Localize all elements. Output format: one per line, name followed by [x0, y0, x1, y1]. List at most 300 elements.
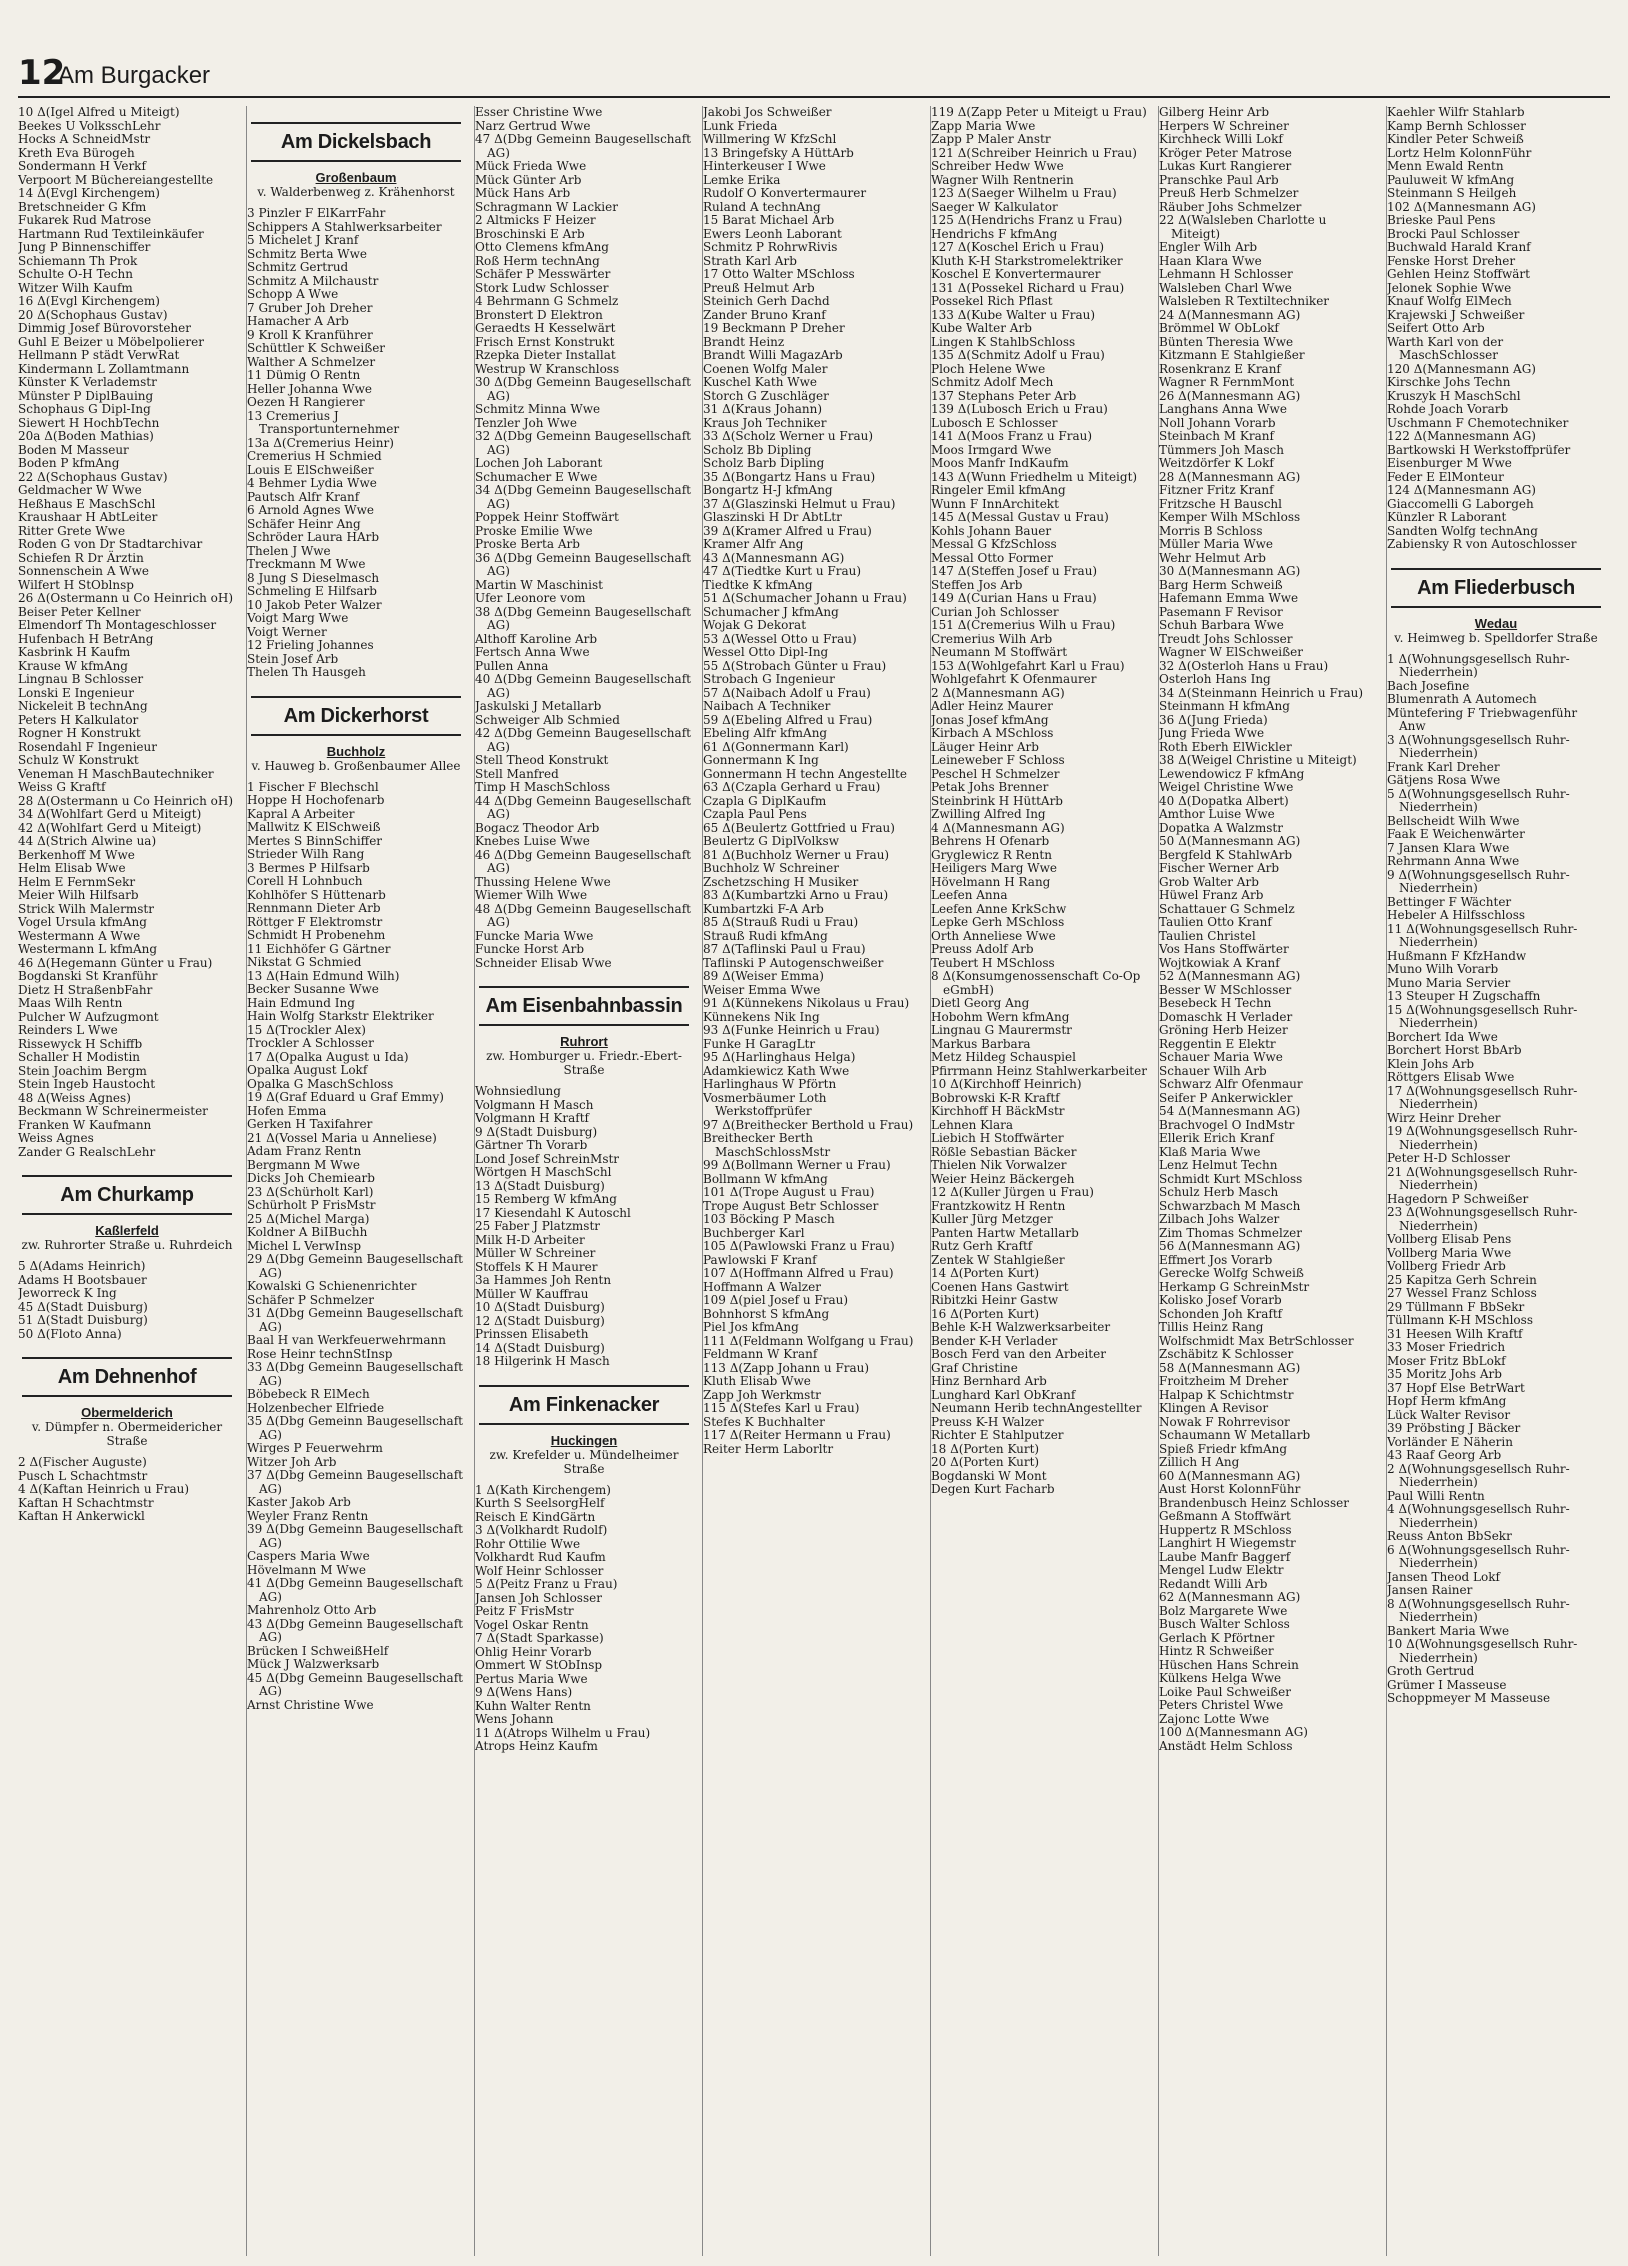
- resident-entry: Petak Johs Brenner: [931, 780, 1049, 794]
- resident-entry: Hinz Bernhard Arb: [931, 1374, 1047, 1388]
- resident-entry: Zwilling Alfred Ing: [931, 807, 1046, 821]
- resident-entry: Kluth K-H Starkstromelektriker: [931, 253, 1123, 268]
- resident-entry: Tüllmann K-H MSchloss: [1387, 1313, 1533, 1327]
- resident-entry: Strieder Wilh Rang: [247, 847, 365, 861]
- resident-entry: Possekel Rich Pflast: [931, 294, 1053, 308]
- resident-entry: Messal G KfzSchloss: [931, 537, 1057, 551]
- resident-entry: Bünten Theresia Wwe: [1159, 334, 1294, 349]
- resident-entry: 151 Δ(Cremerius Wilh u Frau): [931, 618, 1116, 632]
- resident-entry: Laube Manfr Baggerf: [1159, 1549, 1291, 1564]
- resident-entry: Gröning Herb Heizer: [1159, 1023, 1288, 1037]
- resident-entry: Muno Wilh Vorarb: [1387, 962, 1499, 976]
- street-name: Am Fliederbusch: [1417, 576, 1575, 599]
- resident-entry: Pullen Anna: [475, 658, 549, 673]
- resident-entry: Steinmann H kfmAng: [1159, 699, 1290, 713]
- resident-entry: 135 Δ(Schmitz Adolf u Frau): [931, 348, 1105, 362]
- resident-entry: Ebeling Alfr kfmAng: [703, 726, 828, 740]
- resident-entry: Schmitz Minna Wwe: [475, 402, 601, 416]
- resident-entry: Zschäbitz K Schlosser: [1159, 1347, 1294, 1361]
- resident-entry: 38 Δ(Dbg Gemeinn Baugesellschaft AG): [475, 604, 691, 632]
- resident-entry: Halpap K Schichtmstr: [1159, 1387, 1294, 1402]
- resident-entry: Schaller H Modistin: [18, 1050, 141, 1064]
- resident-entry: Schäfer P Messwärter: [475, 267, 611, 281]
- resident-entry: 58 Δ(Mannesmann AG): [1159, 1360, 1301, 1375]
- resident-entry: Läuger Heinr Arb: [931, 739, 1039, 754]
- resident-entry: 39 Δ(Kramer Alfred u Frau): [703, 523, 872, 538]
- resident-entry: Lochen Joh Laborant: [475, 456, 603, 470]
- resident-entry: 12 Δ(Stadt Duisburg): [475, 1313, 605, 1328]
- resident-entry: Wiemer Wilh Wwe: [475, 888, 588, 902]
- resident-entry: Peters Christel Wwe: [1159, 1698, 1284, 1712]
- resident-entry: Feldmann W Kranf: [703, 1347, 818, 1361]
- resident-entry: 127 Δ(Koschel Erich u Frau): [931, 240, 1105, 254]
- resident-entry: 45 Δ(Dbg Gemeinn Baugesellschaft AG): [247, 1670, 463, 1698]
- resident-entry: Lehmann H Schlosser: [1159, 267, 1293, 281]
- resident-entry: 101 Δ(Trope August u Frau): [703, 1185, 875, 1199]
- resident-entry: Westermann L kfmAng: [18, 942, 158, 956]
- resident-entry: 50 Δ(Mannesmann AG): [1159, 834, 1301, 848]
- resident-entry: 147 Δ(Steffen Josef u Frau): [931, 564, 1098, 578]
- resident-entry: Kapral A Arbeiter: [247, 806, 355, 821]
- resident-entry: Pranschke Paul Arb: [1159, 172, 1279, 187]
- resident-entry: 117 Δ(Reiter Hermann u Frau): [703, 1428, 891, 1442]
- resident-entry: Scholz Bb Dipling: [703, 442, 812, 457]
- resident-entry: Schröder Laura HArb: [247, 530, 380, 544]
- resident-entry: 100 Δ(Mannesmann AG): [1159, 1725, 1308, 1739]
- resident-entry: Hocks A SchneidMstr: [18, 132, 151, 146]
- resident-entry: Brücken I SchweißHelf: [247, 1643, 389, 1658]
- resident-entry: 9 Δ(Stadt Duisburg): [475, 1124, 598, 1139]
- resident-entry: Gätjens Rosa Wwe: [1387, 773, 1501, 787]
- resident-entry: Reinders L Wwe: [18, 1023, 118, 1037]
- resident-entry: 29 Tüllmann F BbSekr: [1387, 1299, 1525, 1314]
- resident-entry: 10 Δ(Kirchhoff Heinrich): [931, 1077, 1082, 1091]
- resident-entry: Weiss G Kraftf: [18, 780, 106, 794]
- resident-entry: Menn Ewald Rentn: [1387, 159, 1504, 173]
- resident-entry: Preuß Herb Schmelzer: [1159, 186, 1299, 200]
- resident-entry: Hagedorn P Schweißer: [1387, 1191, 1529, 1206]
- resident-entry: Lunk Frieda: [703, 118, 778, 133]
- resident-entry: 13 Δ(Stadt Duisburg): [475, 1178, 605, 1193]
- resident-entry: Schulz W Konstrukt: [18, 753, 139, 767]
- resident-entry: 35 Δ(Bongartz Hans u Frau): [703, 469, 876, 484]
- resident-entry: Bobrowski K-R Kraftf: [931, 1090, 1060, 1105]
- resident-entry: Brandt Willi MagazArb: [703, 348, 843, 362]
- resident-entry: Jung Frieda Wwe: [1159, 726, 1265, 740]
- resident-entry: Walther A Schmelzer: [247, 354, 376, 369]
- resident-entry: Brachvogel O IndMstr: [1159, 1117, 1295, 1132]
- resident-entry: Esser Christine Wwe: [475, 106, 603, 119]
- resident-entry: Kurth S SeelsorgHelf: [475, 1496, 605, 1510]
- resident-entry: Weier Heinz Bäckergeh: [931, 1171, 1075, 1186]
- resident-entry: Hoffmann A Walzer: [703, 1279, 821, 1294]
- resident-entry: Morris B Schloss: [1159, 523, 1263, 538]
- resident-entry: 8 Δ(Konsumgenossenschaft Co-Op eGmbH): [931, 969, 1141, 997]
- resident-entry: Engler Wilh Arb: [1159, 240, 1258, 254]
- resident-entry: Vorländer E Näherin: [1387, 1434, 1513, 1449]
- resident-entry: Liebich H Stoffwärter: [931, 1131, 1064, 1145]
- resident-entry: 60 Δ(Mannesmann AG): [1159, 1468, 1301, 1483]
- resident-entry: Becker Susanne Wwe: [247, 982, 379, 996]
- directory-column: [702, 106, 921, 2256]
- resident-entry: Vollberg Maria Wwe: [1387, 1245, 1512, 1260]
- resident-entry: 15 Δ(Wohnungsgesellsch Ruhr-Niederrhein): [1387, 1002, 1578, 1030]
- resident-entry: Taulien Christel: [1159, 928, 1256, 943]
- resident-entry: Anstädt Helm Schloss: [1159, 1738, 1293, 1753]
- resident-entry: Gärtner Th Vorarb: [475, 1138, 588, 1152]
- resident-entry: Külkens Helga Wwe: [1159, 1671, 1282, 1685]
- resident-entry: Witzer Joh Arb: [247, 1454, 337, 1469]
- resident-entry: Schreiber Hedw Wwe: [931, 159, 1064, 173]
- resident-entry: 5 Michelet J Kranf: [247, 233, 359, 247]
- resident-entry: Jansen Theod Lokf: [1387, 1569, 1500, 1584]
- resident-entry: Behrens H Ofenarb: [931, 834, 1050, 848]
- resident-entry: Hebeler A Hilfsschloss: [1387, 908, 1526, 922]
- resident-entry: 107 Δ(Hoffmann Alfred u Frau): [703, 1266, 894, 1280]
- resident-entry: 45 Δ(Stadt Duisburg): [18, 1299, 148, 1314]
- resident-entry: Neumann M Stoffwärt: [931, 645, 1068, 659]
- resident-entry: Bender K-H Verlader: [931, 1333, 1058, 1348]
- resident-entry: Künzler R Laborant: [1387, 510, 1507, 524]
- resident-entry: Jakobi Jos Schweißer: [703, 106, 832, 119]
- directory-column: [930, 106, 1149, 2256]
- resident-entry: Brocki Paul Schlosser: [1387, 226, 1520, 241]
- resident-entry: Zabiensky R von Autoschlosser: [1387, 537, 1577, 551]
- resident-entry: 5 Δ(Wohnungsgesellsch Ruhr-Niederrhein): [1387, 786, 1570, 814]
- resident-entry: Piel Jos kfmAng: [703, 1320, 799, 1334]
- resident-entry: Loike Paul Schweißer: [1159, 1684, 1292, 1699]
- resident-entry: Knauf Wolfg ElMech: [1387, 294, 1512, 308]
- resident-entry: Thussing Helene Wwe: [475, 874, 611, 889]
- directory-column: [1158, 106, 1377, 2256]
- resident-entry: Mertes S BinnSchiffer: [247, 833, 383, 848]
- resident-entry: 7 Gruber Joh Dreher: [247, 300, 373, 315]
- resident-entry: 56 Δ(Mannesmann AG): [1159, 1239, 1301, 1253]
- resident-entry: Kohlhöfer S Hüttenarb: [247, 887, 386, 902]
- resident-entry: Schneider Elisab Wwe: [475, 955, 612, 970]
- resident-entry: 15 Remberg W kfmAng: [475, 1192, 617, 1206]
- resident-entry: Steinmann S Heilgeh: [1387, 186, 1517, 200]
- resident-entry: 38 Δ(Weigel Christine u Miteigt): [1159, 753, 1357, 767]
- resident-entry: Schwarzbach M Masch: [1159, 1198, 1301, 1213]
- resident-entry: Martin W Maschinist: [475, 577, 603, 592]
- resident-entry: Lück Walter Revisor: [1387, 1407, 1511, 1422]
- resident-entry: Kaster Jakob Arb: [247, 1495, 351, 1509]
- resident-entry: Mahrenholz Otto Arb: [247, 1603, 377, 1617]
- resident-entry: 124 Δ(Mannesmann AG): [1387, 483, 1536, 497]
- resident-entry: Bellscheidt Wilh Wwe: [1387, 813, 1520, 828]
- resident-entry: 13 Cremerius J Transportunternehmer: [247, 408, 400, 436]
- resident-entry: 111 Δ(Feldmann Wolfgang u Frau): [703, 1333, 914, 1348]
- page-number: 12: [18, 53, 66, 93]
- resident-entry: Haan Klara Wwe: [1159, 253, 1262, 268]
- resident-entry: 115 Δ(Stefes Karl u Frau): [703, 1401, 860, 1415]
- resident-entry: 48 Δ(Weiss Agnes): [18, 1090, 131, 1105]
- resident-entry: 17 Kiesendahl K Autoschl: [475, 1205, 631, 1220]
- resident-entry: Schonden Joh Kraftf: [1159, 1306, 1283, 1321]
- resident-entry: 59 Δ(Ebeling Alfred u Frau): [703, 712, 873, 727]
- resident-entry: Rudolf O Konvertermaurer: [703, 186, 867, 200]
- resident-entry: Lunghard Karl ObKranf: [931, 1387, 1076, 1402]
- resident-entry: 8 Jung S Dieselmasch: [247, 570, 380, 585]
- resident-entry: 7 Jansen Klara Wwe: [1387, 840, 1510, 855]
- resident-entry: Busch Walter Schloss: [1159, 1617, 1290, 1631]
- resident-entry: 1 Δ(Kath Kirchengem): [475, 1482, 611, 1497]
- resident-entry: Hufenbach H BetrAng: [18, 631, 154, 646]
- resident-entry: Uschmann F Chemotechniker: [1387, 415, 1569, 430]
- resident-entry: 15 Barat Michael Arb: [703, 213, 835, 227]
- resident-entry: Ewers Leonh Laborant: [703, 226, 842, 241]
- street-location: v. Heimweg b. Spelldorfer Straße: [1394, 630, 1598, 645]
- resident-entry: Weitzdörfer K Lokf: [1159, 456, 1274, 470]
- resident-entry: 25 Faber J Platzmstr: [475, 1219, 601, 1233]
- resident-entry: Voigt Marg Wwe: [247, 611, 349, 625]
- street-heading: [22, 1357, 232, 1397]
- resident-entry: Hobohm Wern kfmAng: [931, 1009, 1070, 1024]
- resident-entry: Peschel H Schmelzer: [931, 766, 1060, 781]
- resident-entry: Steffen Jos Arb: [931, 577, 1023, 592]
- resident-entry: 13a Δ(Cremerius Heinr): [247, 435, 394, 450]
- resident-entry: 6 Δ(Wohnungsgesellsch Ruhr-Niederrhein): [1387, 1542, 1570, 1570]
- resident-entry: Schiefen R Dr Ärztin: [18, 550, 144, 565]
- resident-entry: Kraus Joh Techniker: [703, 415, 827, 430]
- resident-entry: 20a Δ(Boden Mathias): [18, 429, 154, 443]
- resident-entry: Hüwel Franz Arb: [1159, 888, 1264, 902]
- resident-entry: Wirges P Feuerwehrm: [247, 1441, 383, 1455]
- resident-entry: 21 Δ(Vossel Maria u Anneliese): [247, 1130, 437, 1145]
- resident-entry: Thelen J Wwe: [247, 543, 331, 558]
- resident-entry: Gilberg Heinr Arb: [1159, 106, 1270, 119]
- resident-entry: Schwarz Alfr Ofenmaur: [1159, 1077, 1303, 1091]
- resident-entry: Caspers Maria Wwe: [247, 1549, 370, 1563]
- resident-entry: 81 Δ(Buchholz Werner u Frau): [703, 847, 890, 862]
- resident-entry: Volgmann H Masch: [475, 1097, 594, 1112]
- resident-entry: 44 Δ(Strich Alwine ua): [18, 834, 157, 848]
- resident-entry: 50 Δ(Floto Anna): [18, 1326, 122, 1341]
- resident-entry: Saeger W Kalkulator: [931, 199, 1058, 214]
- resident-entry: Adams H Bootsbauer: [18, 1272, 147, 1287]
- resident-entry: Schäfer P Schmelzer: [247, 1292, 374, 1307]
- resident-entry: Besser W MSchlosser: [1159, 982, 1292, 997]
- resident-entry: Louis E ElSchweißer: [247, 462, 374, 477]
- resident-entry: Wörtgen H MaschSchl: [475, 1165, 612, 1179]
- resident-entry: 21 Δ(Wohnungsgesellsch Ruhr-Niederrhein): [1387, 1164, 1578, 1192]
- resident-entry: Curian Joh Schlosser: [931, 604, 1059, 619]
- resident-entry: Moser Fritz BbLokf: [1387, 1353, 1506, 1368]
- resident-entry: 37 Hopf Else BetrWart: [1387, 1380, 1525, 1395]
- resident-entry: Hinterkeuser I Wwe: [703, 159, 826, 173]
- resident-entry: Zander Bruno Kranf: [703, 307, 826, 322]
- resident-entry: Rennmann Dieter Arb: [247, 901, 381, 915]
- resident-entry: 4 Δ(Mannesmann AG): [931, 820, 1065, 835]
- resident-entry: 122 Δ(Mannesmann AG): [1387, 429, 1536, 443]
- resident-entry: Muno Maria Servier: [1387, 975, 1511, 990]
- resident-entry: 11 Δ(Atrops Wilhelm u Frau): [475, 1725, 651, 1740]
- resident-entry: Wehr Helmut Arb: [1159, 550, 1266, 565]
- resident-entry: Kirschke Johs Techn: [1387, 375, 1511, 389]
- resident-entry: 42 Δ(Wohlfart Gerd u Miteigt): [18, 820, 202, 835]
- resident-entry: Guhl E Beizer u Möbelpolierer: [18, 334, 204, 349]
- resident-entry: Schoppmeyer M Masseuse: [1387, 1691, 1551, 1705]
- resident-entry: Hövelmann M Wwe: [247, 1562, 367, 1577]
- resident-entry: 103 Böcking P Masch: [703, 1212, 835, 1226]
- resident-entry: Rzepka Dieter Installat: [475, 348, 616, 362]
- resident-entry: 35 Δ(Dbg Gemeinn Baugesellschaft AG): [247, 1414, 463, 1442]
- district-name: Buchholz: [326, 743, 386, 759]
- resident-entry: Zentek W Stahlgießer: [931, 1252, 1065, 1267]
- resident-entry: Schulte O-H Techn: [18, 267, 133, 281]
- resident-entry: Strauß Rudi kfmAng: [703, 928, 828, 943]
- resident-entry: Westermann A Wwe: [18, 928, 141, 943]
- resident-entry: Steinbrink H HüttArb: [931, 793, 1063, 808]
- resident-entry: 4 Δ(Wohnungsgesellsch Ruhr-Niederrhein): [1387, 1502, 1570, 1530]
- resident-entry: Jelonek Sophie Wwe: [1387, 280, 1512, 295]
- resident-entry: Kluth Elisab Wwe: [703, 1374, 811, 1388]
- resident-entry: 39 Δ(Dbg Gemeinn Baugesellschaft AG): [247, 1522, 463, 1550]
- resident-entry: Rose Heinr technStInsp: [247, 1346, 393, 1361]
- resident-entry: Mück Günter Arb: [475, 172, 582, 187]
- resident-entry: 33 Δ(Dbg Gemeinn Baugesellschaft AG): [247, 1360, 463, 1388]
- street-location: v. Hauweg b. Großenbaumer Allee: [251, 758, 461, 773]
- resident-entry: Ohlig Heinr Vorarb: [475, 1644, 592, 1659]
- resident-entry: Zander G RealschLehr: [18, 1144, 156, 1159]
- resident-entry: 11 Eichhöfer G Gärtner: [247, 941, 391, 956]
- resident-entry: 30 Δ(Mannesmann AG): [1159, 564, 1301, 578]
- resident-entry: Knebes Luise Wwe: [475, 834, 590, 848]
- resident-entry: Frisch Ernst Konstrukt: [475, 334, 615, 349]
- resident-entry: Frantzkowitz H Rentn: [931, 1198, 1066, 1213]
- resident-entry: Weigel Christine Wwe: [1159, 780, 1294, 794]
- resident-entry: Schmitz P RohrwRivis: [703, 240, 838, 254]
- resident-entry: Adler Heinz Maurer: [931, 699, 1053, 713]
- page-title: Am Burgacker: [58, 62, 211, 89]
- resident-entry: Mück J Walzwerksarb: [247, 1657, 380, 1671]
- district-name: Huckingen: [550, 1432, 618, 1448]
- resident-entry: Hüschen Hans Schrein: [1159, 1657, 1299, 1672]
- street-heading: [22, 1175, 232, 1215]
- resident-entry: Naibach A Techniker: [703, 699, 831, 713]
- resident-entry: Zapp Maria Wwe: [931, 118, 1036, 133]
- resident-entry: Stell Theod Konstrukt: [475, 753, 609, 767]
- resident-entry: Kumbartzki F-A Arb: [703, 901, 824, 916]
- resident-entry: Czapla G DiplKaufm: [703, 793, 827, 808]
- resident-entry: Langhans Anna Wwe: [1159, 402, 1287, 416]
- resident-entry: Hartmann Rud Textileinkäufer: [18, 226, 204, 241]
- resident-entry: Thielen Nik Vorwalzer: [931, 1158, 1067, 1172]
- resident-entry: 13 Steuper H Zugschaffn: [1387, 989, 1541, 1003]
- street-name: Am Dickerhorst: [283, 704, 429, 727]
- resident-entry: Hintz R Schweißer: [1159, 1644, 1274, 1658]
- resident-entry: Mallwitz K ElSchweiß: [247, 820, 381, 834]
- resident-entry: Lewendowicz F kfmAng: [1159, 766, 1305, 781]
- resident-entry: 37 Δ(Glaszinski Helmut u Frau): [703, 496, 896, 511]
- resident-entry: Preuss K-H Walzer: [931, 1414, 1044, 1429]
- resident-entry: Blumenrath A Automech: [1387, 692, 1537, 706]
- resident-entry: Kube Walter Arb: [931, 321, 1032, 335]
- resident-entry: Ritter Grete Wwe: [18, 523, 126, 538]
- resident-entry: Volkhardt Rud Kaufm: [475, 1550, 606, 1564]
- resident-entry: 65 Δ(Beulertz Gottfried u Frau): [703, 820, 895, 835]
- resident-entry: 4 Behmer Lydia Wwe: [247, 476, 377, 490]
- resident-entry: 33 Δ(Scholz Werner u Frau): [703, 429, 874, 443]
- resident-entry: Kasbrink H Kaufm: [18, 645, 131, 659]
- resident-entry: Holzenbecher Elfriede: [247, 1400, 385, 1415]
- resident-entry: 2 Δ(Fischer Auguste): [18, 1455, 147, 1469]
- resident-entry: Redandt Willi Arb: [1159, 1576, 1268, 1591]
- resident-entry: 10 Δ(Stadt Duisburg): [475, 1300, 605, 1314]
- resident-entry: Trockler A Schlosser: [247, 1036, 374, 1050]
- resident-entry: Coenen Wolfg Maler: [703, 361, 828, 376]
- resident-entry: 30 Δ(Dbg Gemeinn Baugesellschaft AG): [475, 375, 691, 403]
- resident-entry: Bergmann M Wwe: [247, 1157, 360, 1172]
- resident-entry: Geraedts H Kesselwärt: [475, 321, 616, 335]
- resident-entry: Elmendorf Th Montageschlosser: [18, 618, 217, 632]
- resident-entry: Schopp A Wwe: [247, 287, 339, 301]
- resident-entry: Roß Herm technAng: [475, 253, 600, 268]
- resident-entry: Hövelmann H Rang: [931, 874, 1051, 889]
- resident-entry: Rissewyck H Schiffb: [18, 1036, 143, 1051]
- resident-entry: 14 Δ(Stadt Duisburg): [475, 1340, 605, 1355]
- resident-entry: 93 Δ(Funke Heinrich u Frau): [703, 1023, 880, 1037]
- resident-entry: Stein Ingeb Haustocht: [18, 1077, 156, 1091]
- resident-entry: Lukas Kurt Rangierer: [1159, 159, 1292, 173]
- resident-entry: Funcke Maria Wwe: [475, 928, 594, 943]
- resident-entry: Bach Josefine: [1387, 678, 1470, 693]
- resident-entry: Trope August Betr Schlosser: [703, 1198, 879, 1213]
- resident-entry: Sonnenschein A Wwe: [18, 564, 150, 578]
- resident-entry: Wolf Heinr Schlosser: [475, 1563, 604, 1578]
- resident-entry: Domaschk H Verlader: [1159, 1009, 1293, 1024]
- resident-entry: 7 Δ(Stadt Sparkasse): [475, 1631, 604, 1645]
- street-name: Am Eisenbahnbassin: [485, 995, 683, 1017]
- district-name: Obermelderich: [81, 1405, 173, 1420]
- resident-entry: Adam Franz Rentn: [247, 1144, 362, 1158]
- resident-entry: Lond Josef SchreinMstr: [475, 1151, 620, 1166]
- resident-entry: Leefen Anna: [931, 888, 1008, 902]
- resident-entry: Nowak F Rohrrevisor: [1159, 1414, 1290, 1429]
- resident-entry: Pfirrmann Heinz Stahlwerkarbeiter: [931, 1063, 1147, 1078]
- resident-entry: Wunn F InnArchitekt: [931, 496, 1059, 511]
- resident-entry: Osterloh Hans Ing: [1159, 672, 1271, 686]
- resident-entry: Meier Wilh Hilfsarb: [18, 888, 139, 902]
- resident-entry: Tümmers Joh Masch: [1159, 442, 1284, 457]
- resident-entry: Rohde Joach Vorarb: [1387, 402, 1509, 416]
- resident-entry: Wirz Heinr Dreher: [1387, 1110, 1501, 1125]
- resident-entry: 51 Δ(Schumacher Johann u Frau): [703, 591, 907, 605]
- resident-entry: Beulertz G DiplVolksw: [703, 834, 839, 848]
- resident-entry: 48 Δ(Dbg Gemeinn Baugesellschaft AG): [475, 901, 691, 929]
- resident-entry: 63 Δ(Czapla Gerhard u Frau): [703, 780, 881, 794]
- resident-entry: Bergfeld K StahlwArb: [1159, 847, 1293, 862]
- resident-entry: Ommert W StObInsp: [475, 1658, 603, 1672]
- district-name: Wedau: [1474, 615, 1518, 631]
- street-name: Am Dickelsbach: [280, 131, 432, 153]
- resident-entry: Sandten Wolfg technAng: [1387, 523, 1538, 538]
- resident-entry: Hofen Emma: [247, 1103, 327, 1118]
- resident-entry: Timp H MaschSchloss: [475, 780, 611, 794]
- resident-entry: Pertus Maria Wwe: [475, 1671, 588, 1686]
- resident-entry: 28 Δ(Ostermann u Co Heinrich oH): [18, 793, 233, 808]
- resident-entry: 19 Beckmann P Dreher: [703, 321, 845, 335]
- resident-entry: Kramer Alfr Ang: [703, 537, 804, 551]
- resident-entry: Kindermann L Zollamtmann: [18, 361, 190, 376]
- resident-entry: 17 Δ(Wohnungsgesellsch Ruhr-Niederrhein): [1387, 1083, 1578, 1111]
- resident-entry: Bogdanski St Kranführ: [18, 969, 158, 983]
- resident-entry: Atrops Heinz Kaufm: [475, 1739, 598, 1753]
- resident-entry: Schulz Herb Masch: [1159, 1185, 1279, 1199]
- resident-entry: Kirbach A MSchloss: [931, 726, 1054, 740]
- resident-entry: 109 Δ(piel Josef u Frau): [703, 1293, 849, 1307]
